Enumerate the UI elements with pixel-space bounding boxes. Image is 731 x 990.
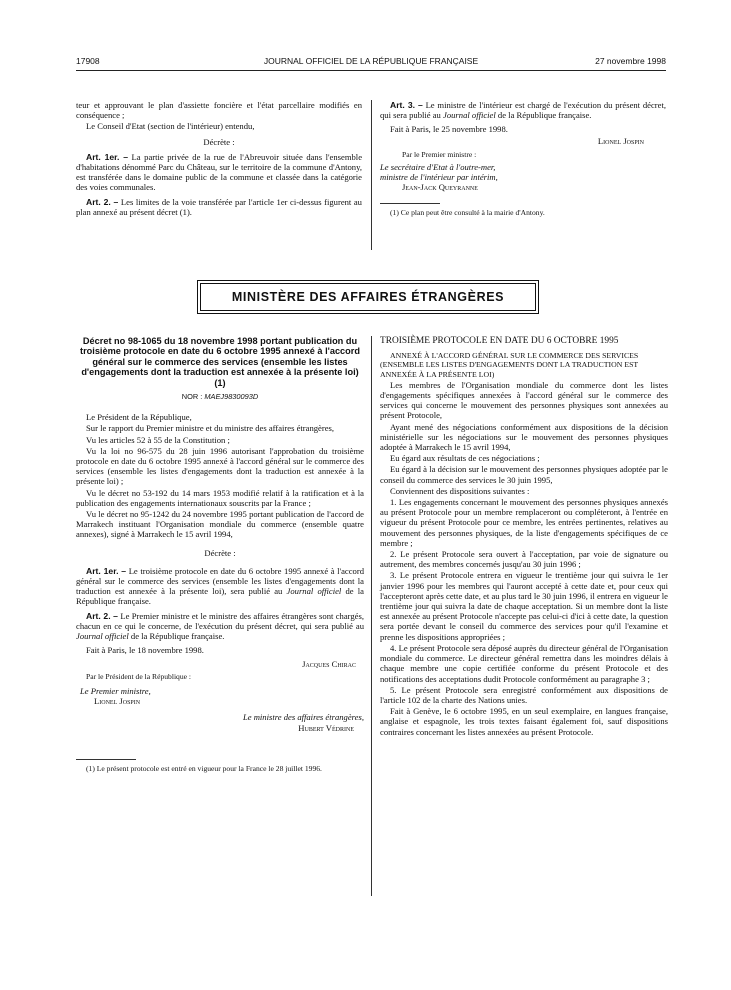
article-1 xyxy=(76,566,364,607)
page-number: 17908 xyxy=(76,56,100,66)
top-right-column xyxy=(380,100,666,219)
article-text: Le troisième protocole en date du 6 octobre 1995 annexé à l'accord général sur le commerce des services (ensemble les listes d'engagements dont la traduction est annexée à la présente loi), sera publié au xyxy=(76,565,365,597)
journal-reference: Journal officiel xyxy=(76,631,129,642)
article-text: Le ministre de l'intérieur est chargé de l'exécution du présent décret, qui sera publié au xyxy=(380,100,666,121)
nor-label: NOR : xyxy=(181,392,203,402)
article-text: La partie privée de la rue de l'Abreuvoir située dans l'ensemble d'habitations dénommé Parc du Château, sur le territoire de la commune d'Antony, est transférée dans le domaine public de la commune et classée dans la catégorie des voies communales. xyxy=(76,151,363,193)
protocol-paragraph: 3. Le présent Protocole entrera en vigueur le trentième jour qui suivra le 1er janvier 1996 pour les membres qui l'auront accepté à cette date et, pour ceux qui l'accepteront après cette date, et au plus tard le 30 juin 1996, il entrera en vigueur le trentième jour qui suivra la date de chaque acceptation. Si un membre dont la liste est annexée au présent Protocole n'accepte pas celui-ci d'ici à cette date, la question sera portée devant le conseil du commerce des services pour qu'il l'examine et prenne les dispositions appropriées ; xyxy=(380,570,668,642)
paragraph: teur et approuvant le plan d'assiette foncière et l'état parcellaire modifiés en conséquence ; xyxy=(76,100,362,121)
fait-line: Fait à Paris, le 25 novembre 1998. xyxy=(390,124,508,135)
signature-intro: Par le Président de la République : xyxy=(86,671,192,681)
issue-date: 27 novembre 1998 xyxy=(595,56,666,66)
article-label: Art. 2. – xyxy=(86,610,118,621)
column-divider xyxy=(371,100,372,250)
page-header xyxy=(76,56,666,70)
article-text: de la République française. xyxy=(130,631,225,642)
signatory-name: Hubert Védrine xyxy=(298,722,354,733)
decree-title: Décret no 98-1065 du 18 novembre 1998 portant publication du troisième protocole en date du 6 octobre 1995 annexé à l'accord général sur le commerce des services (ensemble les listes d'engagements dont la traduction est annexée à la présente loi) (1) xyxy=(80,336,360,388)
journal-title: JOURNAL OFFICIEL DE LA RÉPUBLIQUE FRANÇAISE xyxy=(263,56,479,66)
article-1 xyxy=(76,152,362,193)
paragraph: Le Président de la République, xyxy=(86,412,192,423)
article-text: Le Premier ministre et le ministre des affaires étrangères sont chargés, chacun en ce qui le concerne, de l'exécution du présent décret, qui sera publié au xyxy=(76,610,364,631)
protocol-paragraph: 1. Les engagements concernant le mouvement des personnes physiques annexés au présent Protocole pour un membre remplaceront ou compléteront, à l'entrée en vigueur du présent Protocole pour ce membre, les entrées pertinentes, relatives au mouvement des personnes physiques, de la liste d'engagements spécifiques de ce membre ; xyxy=(380,497,668,548)
article-label: Art. 2. – xyxy=(86,196,119,207)
protocol-paragraph: 4. Le présent Protocole sera déposé auprès du directeur général de l'Organisation mondiale du commerce. Le directeur général remettra dans les moindres délais à chaque membre une copie certifiée conforme du présent Protocole et des notifications des acceptations dudit Protocole conformément au paragraphe 3 ; xyxy=(380,642,668,684)
protocol-paragraph: Conviennent des dispositions suivantes : xyxy=(390,485,530,496)
protocol-paragraph: Fait à Genève, le 6 octobre 1995, en un seul exemplaire, en langues française, anglaise et espagnole, les trois textes faisant également foi, sauf dispositions contraires concernant les listes annexées au présent Protocole. xyxy=(380,706,668,737)
article-2 xyxy=(76,611,364,642)
paragraph: Vu le décret no 53-192 du 14 mars 1953 modifié relatif à la ratification et à la publication des engagements internationaux souscrits par la France ; xyxy=(76,487,364,508)
article-2 xyxy=(76,197,362,217)
protocol-paragraph: 5. Le présent Protocole sera enregistré conformément aux dispositions de l'article 102 de la charte des Nations unies. xyxy=(380,684,668,705)
footnote-rule xyxy=(380,203,440,204)
decree-column xyxy=(76,336,364,775)
protocol-paragraph: Les membres de l'Organisation mondiale du commerce dont les listes d'engagements spécifiques annexées à l'accord général sur le commerce des services qui concerne le mouvement des personnes physiques sont annexées au présent Protocole, xyxy=(380,379,668,421)
protocol-column xyxy=(380,336,668,738)
signatory-name: Lionel Jospin xyxy=(94,696,141,707)
signatory-title: Le Premier ministre, xyxy=(80,685,151,696)
article-text: de la République française. xyxy=(76,586,364,607)
protocol-paragraph: Eu égard à la décision sur le mouvement des personnes physiques adoptée par le conseil du commerce des services le 30 juin 1995, xyxy=(380,464,668,485)
nor-reference xyxy=(76,392,364,402)
protocol-paragraph: Eu égard aux résultats de ces négociations ; xyxy=(390,453,540,464)
footnote: (1) Le présent protocole est entré en vigueur pour la France le 28 juillet 1996. xyxy=(86,763,322,773)
signature-name: Lionel Jospin xyxy=(597,135,644,146)
protocol-paragraph: 2. Le présent Protocole sera ouvert à l'acceptation, par voie de signature ou autrement, des membres concernés jusqu'au 30 juin 1996 ; xyxy=(380,549,668,570)
article-label: Art. 3. – xyxy=(390,100,423,110)
paragraph: Sur le rapport du Premier ministre et du ministre des affaires étrangères, xyxy=(86,423,335,434)
top-left-column xyxy=(76,100,362,218)
journal-reference: Journal officiel xyxy=(286,586,342,597)
decrete-heading: Décrète : xyxy=(203,136,235,147)
footnote-rule xyxy=(76,759,136,760)
ministry-heading: MINISTÈRE DES AFFAIRES ÉTRANGÈRES xyxy=(200,283,536,311)
fait-line: Fait à Paris, le 18 novembre 1998. xyxy=(86,645,204,656)
signatory-name: Jean-Jack Queyranne xyxy=(402,182,478,193)
signatory-title: ministre de l'intérieur par intérim, xyxy=(380,172,498,183)
paragraph: Vu la loi no 96-575 du 28 juin 1996 autorisant l'approbation du troisième protocole en date du 6 octobre 1995 annexé à l'accord général sur le commerce des services (ensemble les listes d'engagements dont la traduction est annexée à la présente loi) ; xyxy=(76,445,364,487)
article-text: Les limites de la voie transférée par l'article 1er ci-dessus figurent au plan annexé au présent décret (1). xyxy=(76,196,362,217)
article-label: Art. 1er. – xyxy=(86,565,127,576)
paragraph: Vu les articles 52 à 55 de la Constitution ; xyxy=(86,434,230,445)
decrete-heading: Décrète : xyxy=(204,547,236,558)
signatory-title: Le secrétaire d'Etat à l'outre-mer, xyxy=(380,162,496,173)
article-text: de la République française. xyxy=(497,110,592,121)
header-rule xyxy=(76,70,666,71)
column-divider xyxy=(371,336,372,896)
article-3 xyxy=(380,100,666,120)
footnote: (1) Ce plan peut être consulté à la mairie d'Antony. xyxy=(390,207,545,217)
journal-reference: Journal officiel xyxy=(443,110,496,121)
signature-intro: Par le Premier ministre : xyxy=(402,149,477,159)
signatory-title: Le ministre des affaires étrangères, xyxy=(242,712,364,723)
paragraph: Le Conseil d'Etat (section de l'intérieur) entendu, xyxy=(86,121,255,132)
protocol-subtitle: ANNEXÉ À L'ACCORD GÉNÉRAL SUR LE COMMERCE DES SERVICES (ENSEMBLE LES LISTES D'ENGAGEMENTS DONT LA TRADUCTION EST ANNEXÉE À LA PRÉSENTE LOI) xyxy=(380,351,639,379)
nor-code: MAEJ9830093D xyxy=(204,392,259,402)
paragraph: Vu le décret no 95-1242 du 24 novembre 1995 portant publication de l'accord de Marrakech instituant l'Organisation mondiale du commerce (ensemble quatre annexes), signé à Marrakech le 15 avril 1994, xyxy=(76,509,364,540)
protocol-paragraph: Ayant mené des négociations conformément aux dispositions de la décision ministérielle sur les négociations sur le mouvement des personnes physiques adoptée à Marrakech le 15 avril 1994, xyxy=(380,421,668,453)
signature-name: Jacques Chirac xyxy=(302,658,356,669)
protocol-title: TROISIÈME PROTOCOLE EN DATE DU 6 OCTOBRE 1995 xyxy=(380,336,619,346)
article-label: Art. 1er. – xyxy=(86,151,128,162)
